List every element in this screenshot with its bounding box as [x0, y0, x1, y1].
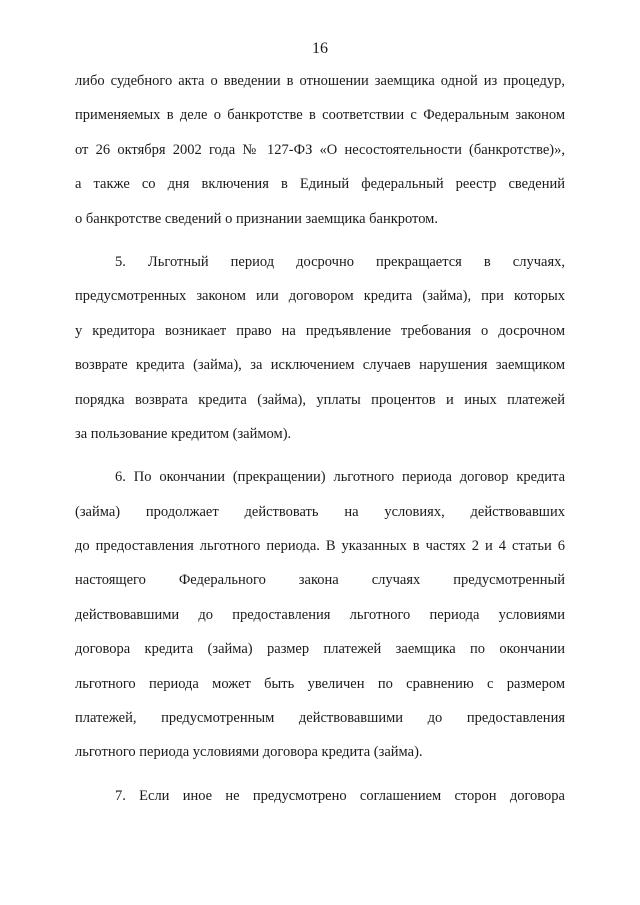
- paragraph: [75, 245, 565, 451]
- text-line: либо судебного акта о введении в отношении заемщика одной из процедур,: [75, 73, 565, 89]
- text-line: до предоставления льготного периода. В указанных в частях 2 и 4 статьи 6: [75, 538, 565, 555]
- text-line: (займа) продолжает действовать на условиях, действовавших: [75, 503, 565, 520]
- text-line: предусмотренных законом или договором кредита (займа), при которых: [75, 288, 565, 305]
- text-line: возврате кредита (займа), за исключением случаев нарушения заемщиком: [75, 357, 565, 374]
- text-line: а также со дня включения в Единый федеральный реестр сведений: [75, 176, 565, 193]
- text-line: 6. По окончании (прекращении) льготного периода договор кредита: [115, 469, 565, 486]
- paragraph: [75, 460, 565, 770]
- text-line: от 26 октября 2002 года № 127-ФЗ «О несостоятельности (банкротстве)»,: [75, 141, 565, 158]
- text-line: настоящего Федерального закона случаях предусмотренный: [75, 572, 565, 589]
- text-line: порядка возврата кредита (займа), уплаты процентов и иных платежей: [75, 391, 565, 408]
- text-line: о банкротстве сведений о признании заемщика банкротом.: [75, 210, 438, 227]
- text-line: 7. Если иное не предусмотрено соглашением сторон договора: [115, 787, 565, 804]
- text-line: у кредитора возникает право на предъявление требования о досрочном: [75, 322, 565, 339]
- text-line: действовавшими до предоставления льготного периода условиями: [75, 606, 565, 623]
- text-line: льготного периода может быть увеличен по сравнению с размером: [75, 675, 565, 692]
- text-line: платежей, предусмотренным действовавшими до предоставления: [75, 710, 565, 727]
- text-line: 5. Льготный период досрочно прекращается в случаях,: [115, 253, 565, 270]
- text-line: применяемых в деле о банкротстве в соответствии с Федеральным законом: [75, 107, 565, 124]
- text-line: договора кредита (займа) размер платежей заемщика по окончании: [75, 641, 565, 658]
- paragraph: [75, 779, 565, 813]
- paragraph: [75, 64, 565, 236]
- text-line: за пользование кредитом (займом).: [75, 425, 292, 442]
- document-body: [75, 64, 565, 813]
- text-line: льготного периода условиями договора кредита (займа).: [75, 744, 423, 761]
- page-number: 16: [312, 40, 328, 57]
